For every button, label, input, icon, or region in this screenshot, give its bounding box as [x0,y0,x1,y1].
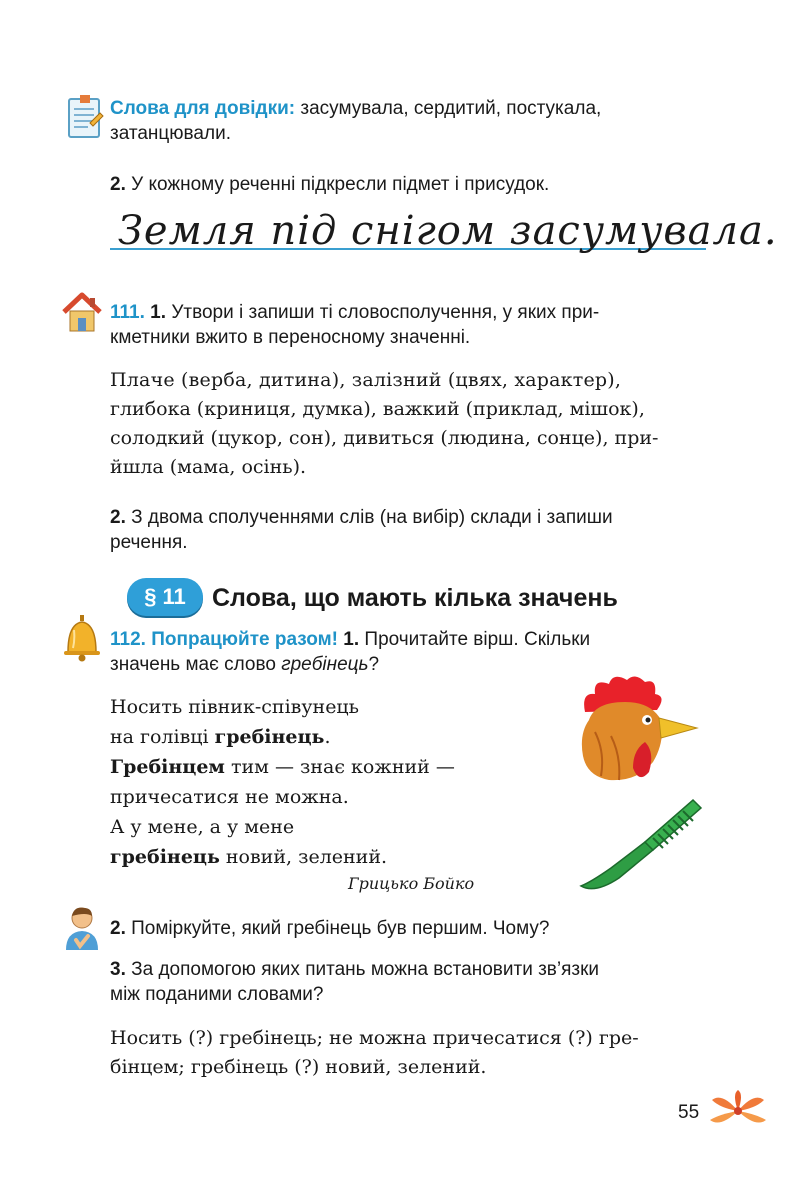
poem-line: А у мене, а у мене [110,816,295,838]
handwritten-sentence: Земля під снігом засумувала. [118,208,778,254]
task-number: 3. [110,959,126,980]
poem-line: на голівці гребінець. [110,726,331,748]
house-icon [60,290,104,339]
poem-line: гребінець новий, зелений. [110,846,388,868]
exercise-body-line: Плаче (верба, дитина), залізний (цвях, характер), [110,369,622,391]
section-badge: § 11 [127,578,203,616]
exercise-instruction: Прочитайте вірш. Скільки [364,629,591,650]
task-number: 2. [110,507,126,528]
flower-ornament [708,1090,768,1137]
rooster-image [575,672,705,797]
hint-words: засумувала, сердитий, постукала, [300,98,602,119]
poem [110,692,455,872]
subtask-number: 1. [343,629,360,650]
poem-line: причесатися не можна. [110,786,349,808]
work-together-label: Попрацюйте разом! [151,629,338,650]
question-mark: ? [368,654,380,675]
poem-line: Гребінцем тим — знає кожний — [110,756,455,778]
exercise-body-line: Носить (?) гребінець; не можна причесатися (?) гре- [110,1027,639,1049]
person-icon [62,904,102,957]
notebook-icon [66,93,104,146]
highlighted-word: гребінець [281,654,369,675]
section-title: Слова, що мають кілька значень [212,584,618,612]
task-text: З двома сполученнями слів (на вибір) склади і запиши [131,507,613,528]
subtask-number: 1. [150,302,167,323]
exercise-body-line: бінцем; гребінець (?) новий, зелений. [110,1056,487,1078]
comb-image [575,790,705,905]
poem-line: Носить півник-співунець [110,696,359,718]
bell-icon [60,614,104,667]
exercise-body-line: йшла (мама, осінь). [110,456,307,478]
exercise-number: 111. [110,302,145,323]
task-text: За допомогою яких питань можна встановити зв’язки [131,959,600,980]
exercise-instruction-continued: значень має слово [110,654,276,675]
exercise-instruction-continued: кметники вжито в переносному значенні. [110,327,471,348]
task-text: Поміркуйте, який гребінець був першим. Чому? [131,918,550,939]
exercise-body-line: глибока (криниця, думка), важкий (приклад, мішок), [110,398,645,420]
task-text: У кожному реченні підкресли підмет і присудок. [131,174,550,195]
page-number: 55 [678,1102,700,1123]
exercise-number: 112. [110,629,146,650]
task-number: 2. [110,174,126,195]
hint-label: Слова для довідки: [110,98,296,119]
hint-words-continued: затанцювали. [110,123,231,144]
poem-author: Грицько Бойко [348,874,475,893]
exercise-body-line: солодкий (цукор, сон), дивиться (людина, сонце), при- [110,427,659,449]
task-text-continued: між поданими словами? [110,984,324,1005]
task-number: 2. [110,918,126,939]
task-text-continued: речення. [110,532,188,553]
exercise-instruction: Утвори і запиши ті словосполучення, у яких при- [171,302,600,323]
